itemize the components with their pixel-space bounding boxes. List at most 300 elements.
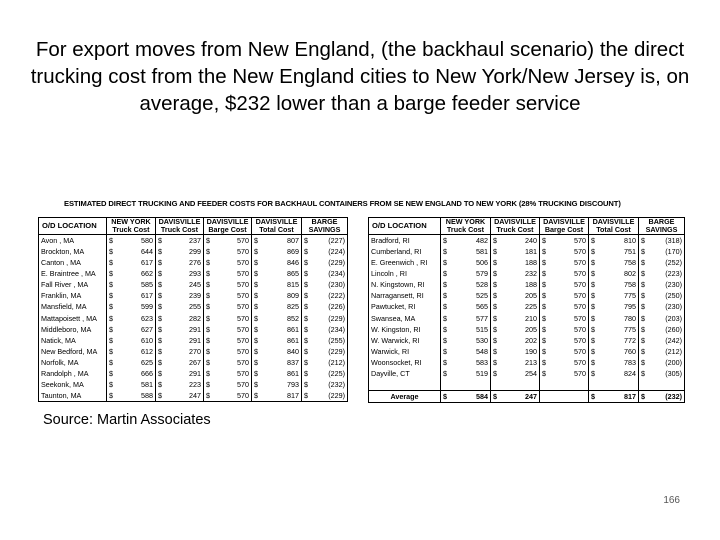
currency-symbol: $ — [542, 324, 546, 334]
value-cell — [204, 313, 252, 324]
cell-value: 565 — [476, 302, 488, 312]
table-row — [369, 302, 685, 313]
value-cell — [156, 379, 204, 390]
location-cell: N. Kingstown, RI — [369, 279, 441, 290]
currency-symbol: $ — [109, 391, 113, 401]
currency-symbol: $ — [591, 368, 595, 378]
currency-symbol: $ — [254, 280, 258, 290]
cell-value: (255) — [328, 335, 345, 345]
currency-symbol: $ — [542, 258, 546, 268]
cell-value: (230) — [665, 302, 682, 312]
value-cell — [107, 335, 156, 346]
column-header — [589, 218, 639, 235]
value-cell — [204, 235, 252, 247]
cell-value: 570 — [237, 346, 249, 356]
value-cell — [540, 335, 589, 346]
currency-symbol: $ — [542, 357, 546, 367]
currency-symbol: $ — [641, 246, 645, 256]
location-cell: Fall River , MA — [39, 279, 107, 290]
currency-symbol: $ — [158, 269, 162, 279]
table-row — [39, 368, 348, 379]
value-cell — [302, 302, 348, 313]
currency-symbol: $ — [641, 313, 645, 323]
value-cell — [107, 368, 156, 379]
value-cell — [441, 279, 491, 290]
cell-value: 570 — [574, 258, 586, 268]
table-row — [39, 257, 348, 268]
cell-value: 570 — [237, 324, 249, 334]
currency-symbol: $ — [591, 357, 595, 367]
currency-symbol: $ — [591, 313, 595, 323]
currency-symbol: $ — [493, 246, 497, 256]
cell-value: (230) — [665, 280, 682, 290]
value-cell — [204, 268, 252, 279]
empty-cell — [540, 379, 589, 391]
table-row — [39, 235, 348, 247]
cell-value: 599 — [141, 302, 153, 312]
column-header-sublabel: Total Cost — [259, 225, 294, 234]
cell-value: (260) — [665, 324, 682, 334]
currency-symbol: $ — [542, 280, 546, 290]
currency-symbol: $ — [443, 368, 447, 378]
cell-value: (225) — [328, 368, 345, 378]
cell-value: 223 — [189, 380, 201, 390]
value-cell — [302, 246, 348, 257]
table-row — [39, 390, 348, 402]
value-cell — [204, 379, 252, 390]
cell-value: 291 — [189, 368, 201, 378]
cell-value: 617 — [141, 258, 153, 268]
location-cell: Lincoln , RI — [369, 268, 441, 279]
value-cell — [156, 368, 204, 379]
value-cell — [252, 302, 302, 313]
currency-symbol: $ — [493, 335, 497, 345]
cell-value: (252) — [665, 258, 682, 268]
currency-symbol: $ — [109, 357, 113, 367]
cell-value: (229) — [328, 391, 345, 401]
value-cell — [204, 290, 252, 301]
value-cell — [156, 268, 204, 279]
currency-symbol: $ — [158, 235, 162, 245]
value-cell — [639, 246, 685, 257]
currency-symbol: $ — [304, 269, 308, 279]
currency-symbol: $ — [254, 368, 258, 378]
value-cell — [589, 324, 639, 335]
cell-value: 570 — [574, 368, 586, 378]
currency-symbol: $ — [254, 391, 258, 401]
cell-value: (318) — [665, 235, 682, 245]
currency-symbol: $ — [542, 269, 546, 279]
currency-symbol: $ — [443, 291, 447, 301]
location-cell: Middleboro, MA — [39, 324, 107, 335]
table-caption: ESTIMATED DIRECT TRUCKING AND FEEDER COSTS FOR BACKHAUL CONTAINERS FROM SE NEW ENGLAND TO NEW YORK (28% TRUCKING DISCOUNT) — [64, 199, 621, 208]
cell-value: 570 — [574, 357, 586, 367]
column-header-sublabel: Truck Cost — [112, 225, 150, 234]
currency-symbol: $ — [254, 357, 258, 367]
table-header-row — [39, 218, 348, 235]
value-cell — [107, 324, 156, 335]
value-cell — [252, 279, 302, 290]
currency-symbol: $ — [254, 246, 258, 256]
cell-value: (229) — [328, 313, 345, 323]
location-cell: W. Warwick, RI — [369, 335, 441, 346]
table-row — [39, 335, 348, 346]
cell-value: 247 — [189, 391, 201, 401]
currency-symbol: $ — [591, 269, 595, 279]
value-cell — [540, 313, 589, 324]
cell-value: 775 — [624, 291, 636, 301]
currency-symbol: $ — [443, 357, 447, 367]
currency-symbol: $ — [304, 357, 308, 367]
column-header — [369, 218, 441, 235]
cell-value: 528 — [476, 280, 488, 290]
value-cell — [302, 324, 348, 335]
value-cell — [441, 290, 491, 301]
currency-symbol: $ — [109, 258, 113, 268]
value-cell — [639, 368, 685, 379]
cell-value: (223) — [665, 269, 682, 279]
cell-value: 188 — [525, 280, 537, 290]
location-cell: Cumberland, RI — [369, 246, 441, 257]
value-cell — [302, 346, 348, 357]
source-note: Source: Martin Associates — [43, 412, 211, 428]
location-cell: Mansfield, MA — [39, 302, 107, 313]
table-row — [369, 257, 685, 268]
location-cell: W. Kingston, RI — [369, 324, 441, 335]
column-header — [156, 218, 204, 235]
value-cell — [639, 313, 685, 324]
currency-symbol: $ — [542, 313, 546, 323]
cell-value: 570 — [574, 302, 586, 312]
value-cell — [540, 346, 589, 357]
cell-value: (229) — [328, 258, 345, 268]
value-cell — [252, 324, 302, 335]
currency-symbol: $ — [206, 380, 210, 390]
table-row — [369, 324, 685, 335]
cell-value: (203) — [665, 313, 682, 323]
cell-value: 276 — [189, 258, 201, 268]
value-cell — [441, 268, 491, 279]
cell-value: 282 — [189, 313, 201, 323]
value-cell — [252, 379, 302, 390]
cell-value: 291 — [189, 335, 201, 345]
currency-symbol: $ — [254, 346, 258, 356]
value-cell — [540, 357, 589, 368]
value-cell — [252, 246, 302, 257]
currency-symbol: $ — [158, 357, 162, 367]
currency-symbol: $ — [591, 246, 595, 256]
value-cell — [204, 346, 252, 357]
value-cell — [252, 390, 302, 402]
column-header — [107, 218, 156, 235]
cell-value: 254 — [525, 368, 537, 378]
cell-value: 760 — [624, 346, 636, 356]
column-header — [204, 218, 252, 235]
currency-symbol: $ — [206, 291, 210, 301]
cell-value: 232 — [525, 269, 537, 279]
value-cell — [156, 290, 204, 301]
currency-symbol: $ — [641, 324, 645, 334]
currency-symbol: $ — [641, 269, 645, 279]
cell-value: 780 — [624, 313, 636, 323]
table-row — [39, 357, 348, 368]
value-cell — [302, 235, 348, 247]
cell-value: 247 — [525, 392, 537, 402]
cell-value: 662 — [141, 269, 153, 279]
cell-value: 869 — [287, 246, 299, 256]
value-cell — [107, 390, 156, 402]
value-cell — [491, 357, 540, 368]
currency-symbol: $ — [641, 235, 645, 245]
cell-value: (232) — [328, 380, 345, 390]
location-cell: Franklin, MA — [39, 290, 107, 301]
currency-symbol: $ — [158, 246, 162, 256]
column-header-label: DAVISVILLE — [255, 217, 298, 226]
column-header-label: NEW YORK — [111, 217, 151, 226]
value-cell — [302, 390, 348, 402]
cell-value: 644 — [141, 246, 153, 256]
column-header-sublabel: Truck Cost — [496, 225, 534, 234]
currency-symbol: $ — [542, 235, 546, 245]
value-cell — [302, 335, 348, 346]
value-cell — [204, 357, 252, 368]
table-row — [369, 268, 685, 279]
cell-value: 205 — [525, 324, 537, 334]
value-cell — [441, 302, 491, 313]
table-row — [369, 346, 685, 357]
currency-symbol: $ — [493, 313, 497, 323]
currency-symbol: $ — [206, 269, 210, 279]
value-cell — [107, 279, 156, 290]
currency-symbol: $ — [158, 302, 162, 312]
location-cell: Natick, MA — [39, 335, 107, 346]
cell-value: 240 — [525, 235, 537, 245]
table-row — [39, 313, 348, 324]
cell-value: 775 — [624, 324, 636, 334]
currency-symbol: $ — [206, 246, 210, 256]
currency-symbol: $ — [109, 368, 113, 378]
currency-symbol: $ — [206, 235, 210, 245]
cell-value: 210 — [525, 313, 537, 323]
value-cell — [589, 368, 639, 379]
value-cell — [639, 235, 685, 247]
currency-symbol: $ — [158, 280, 162, 290]
column-header-label: DAVISVILLE — [543, 217, 585, 226]
cell-value: 548 — [476, 346, 488, 356]
value-cell — [589, 357, 639, 368]
currency-symbol: $ — [641, 346, 645, 356]
cost-table-left — [38, 217, 348, 402]
table-row — [369, 368, 685, 379]
value-cell — [204, 390, 252, 402]
column-header-label: BARGE — [648, 217, 675, 226]
value-cell — [107, 302, 156, 313]
value-cell — [589, 346, 639, 357]
value-cell — [252, 257, 302, 268]
value-cell — [540, 246, 589, 257]
currency-symbol: $ — [254, 380, 258, 390]
cell-value: 807 — [287, 235, 299, 245]
value-cell — [107, 246, 156, 257]
value-cell — [441, 335, 491, 346]
empty-cell — [369, 379, 441, 391]
value-cell — [252, 368, 302, 379]
value-cell — [156, 324, 204, 335]
value-cell — [639, 357, 685, 368]
cell-value: 751 — [624, 246, 636, 256]
currency-symbol: $ — [206, 302, 210, 312]
cell-value: 861 — [287, 335, 299, 345]
location-cell: Woonsocket, RI — [369, 357, 441, 368]
table-row — [39, 324, 348, 335]
currency-symbol: $ — [109, 380, 113, 390]
table-row — [369, 290, 685, 301]
cell-value: 583 — [476, 357, 488, 367]
cell-value: 515 — [476, 324, 488, 334]
cell-value: 666 — [141, 368, 153, 378]
currency-symbol: $ — [641, 368, 645, 378]
column-header — [540, 218, 589, 235]
page-number: 166 — [663, 495, 680, 506]
value-cell — [639, 268, 685, 279]
currency-symbol: $ — [254, 335, 258, 345]
cell-value: 570 — [574, 335, 586, 345]
currency-symbol: $ — [158, 368, 162, 378]
value-cell — [107, 257, 156, 268]
currency-symbol: $ — [109, 235, 113, 245]
cell-value: 293 — [189, 269, 201, 279]
value-cell — [639, 302, 685, 313]
cell-value: 188 — [525, 258, 537, 268]
cell-value: 239 — [189, 291, 201, 301]
value-cell — [302, 379, 348, 390]
currency-symbol: $ — [109, 246, 113, 256]
cell-value: (305) — [665, 368, 682, 378]
value-cell — [107, 235, 156, 247]
cell-value: 824 — [624, 368, 636, 378]
cell-value: 570 — [237, 357, 249, 367]
cell-value: 840 — [287, 346, 299, 356]
value-cell — [204, 246, 252, 257]
value-cell — [156, 302, 204, 313]
cell-value: 817 — [287, 391, 299, 401]
value-cell — [540, 302, 589, 313]
cell-value: 267 — [189, 357, 201, 367]
location-cell: Seekonk, MA — [39, 379, 107, 390]
currency-symbol: $ — [304, 291, 308, 301]
currency-symbol: $ — [542, 246, 546, 256]
cell-value: 617 — [141, 291, 153, 301]
value-cell — [491, 368, 540, 379]
currency-symbol: $ — [206, 258, 210, 268]
value-cell — [589, 279, 639, 290]
location-cell: E. Greenwich , RI — [369, 257, 441, 268]
location-cell: Swansea, MA — [369, 313, 441, 324]
currency-symbol: $ — [443, 235, 447, 245]
currency-symbol: $ — [254, 291, 258, 301]
cell-value: 570 — [237, 368, 249, 378]
column-header — [639, 218, 685, 235]
value-cell — [204, 368, 252, 379]
cell-value: 482 — [476, 235, 488, 245]
currency-symbol: $ — [158, 258, 162, 268]
value-cell — [491, 335, 540, 346]
spacer-row — [369, 379, 685, 391]
currency-symbol: $ — [443, 280, 447, 290]
cell-value: (170) — [665, 246, 682, 256]
currency-symbol: $ — [206, 391, 210, 401]
cell-value: (229) — [328, 346, 345, 356]
value-cell — [540, 368, 589, 379]
currency-symbol: $ — [591, 235, 595, 245]
currency-symbol: $ — [443, 392, 447, 402]
value-cell — [639, 257, 685, 268]
column-header — [252, 218, 302, 235]
cell-value: 570 — [237, 302, 249, 312]
table-row — [369, 246, 685, 257]
cell-value: 570 — [574, 269, 586, 279]
cell-value: 570 — [237, 235, 249, 245]
cell-value: 577 — [476, 313, 488, 323]
cell-value: 570 — [574, 346, 586, 356]
currency-symbol: $ — [493, 392, 497, 402]
currency-symbol: $ — [206, 335, 210, 345]
column-header-sublabel: Truck Cost — [160, 225, 199, 234]
column-header — [441, 218, 491, 235]
currency-symbol: $ — [443, 346, 447, 356]
value-cell — [252, 268, 302, 279]
currency-symbol: $ — [591, 346, 595, 356]
currency-symbol: $ — [591, 280, 595, 290]
currency-symbol: $ — [158, 313, 162, 323]
value-cell — [204, 279, 252, 290]
value-cell — [540, 257, 589, 268]
value-cell — [540, 268, 589, 279]
value-cell — [589, 313, 639, 324]
column-header-label: O/D LOCATION — [42, 221, 97, 230]
cell-value: 588 — [141, 391, 153, 401]
cell-value: (242) — [665, 335, 682, 345]
value-cell — [589, 235, 639, 247]
cell-value: 795 — [624, 302, 636, 312]
cell-value: 837 — [287, 357, 299, 367]
currency-symbol: $ — [493, 280, 497, 290]
cell-value: 570 — [237, 380, 249, 390]
value-cell — [156, 346, 204, 357]
column-header-label: DAVISVILLE — [206, 217, 249, 226]
location-cell: Canton , MA — [39, 257, 107, 268]
value-cell — [441, 357, 491, 368]
currency-symbol: $ — [493, 291, 497, 301]
currency-symbol: $ — [493, 324, 497, 334]
location-cell: New Bedford, MA — [39, 346, 107, 357]
currency-symbol: $ — [158, 291, 162, 301]
cell-value: 570 — [237, 335, 249, 345]
column-header-sublabel: SAVINGS — [645, 225, 678, 234]
average-label: Average — [369, 391, 441, 403]
cell-value: (200) — [665, 357, 682, 367]
value-cell — [540, 279, 589, 290]
value-cell — [441, 246, 491, 257]
value-cell — [441, 257, 491, 268]
column-header-label: DAVISVILLE — [494, 217, 536, 226]
cell-value: 213 — [525, 357, 537, 367]
cost-table-right — [368, 217, 685, 403]
value-cell — [589, 246, 639, 257]
value-cell — [639, 391, 685, 403]
cell-value: 570 — [237, 280, 249, 290]
currency-symbol: $ — [206, 313, 210, 323]
